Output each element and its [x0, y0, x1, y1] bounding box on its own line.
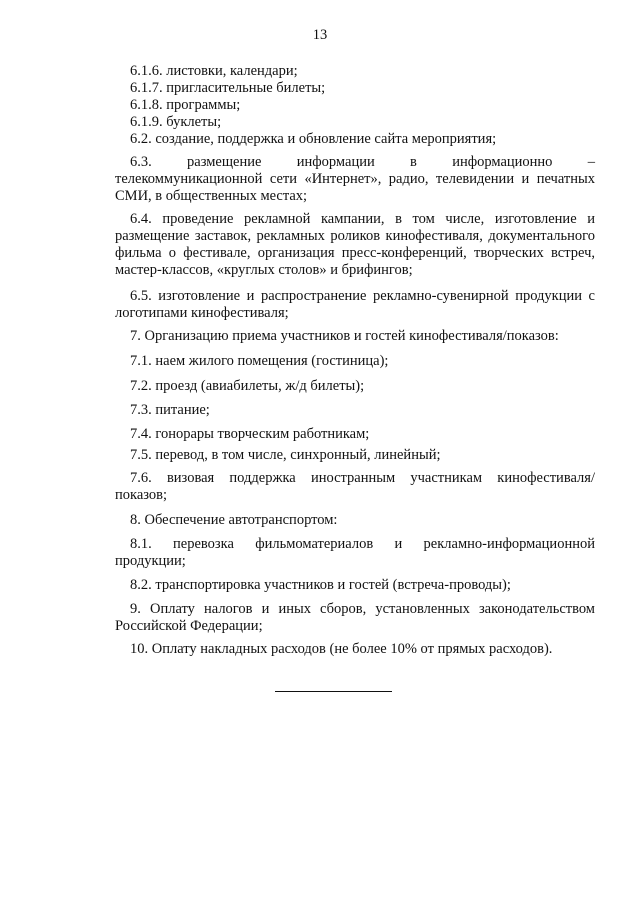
item-6-1-8: 6.1.8. программы; [130, 97, 241, 113]
item-6-1-7: 6.1.7. пригласительные билеты; [130, 80, 326, 96]
item-7-6-word: 7.6. [130, 470, 152, 486]
item-7-6-word: иностранным [310, 470, 396, 486]
item-6-1-9: 6.1.9. буклеты; [130, 114, 222, 130]
item-7-6-word: поддержка [229, 470, 296, 486]
item-6-2: 6.2. создание, поддержка и обновление сайта мероприятия; [130, 131, 497, 147]
item-6-3-rest: телекоммуникационной сети «Интернет», радио, телевидении и печатных СМИ, в общественных местах; [115, 171, 595, 204]
item-8: 8. Обеспечение автотранспортом: [130, 512, 338, 528]
item-8-2: 8.2. транспортировка участников и гостей (встреча-проводы); [130, 577, 511, 593]
page-number: 13 [312, 27, 328, 43]
item-7-2: 7.2. проезд (авиабилеты, ж/д билеты); [130, 378, 365, 394]
item-8-1-rest: продукции; [115, 553, 186, 569]
item-8-1-word: 8.1. [130, 536, 152, 552]
item-7-6-word: кинофестиваля/ [497, 470, 595, 486]
item-6-3-word: – [587, 154, 595, 170]
item-6-1-6: 6.1.6. листовки, календари; [130, 63, 298, 79]
item-6-3-word: размещение [187, 154, 262, 170]
item-8-1-word: фильмоматериалов [255, 536, 374, 552]
item-7-3: 7.3. питание; [130, 402, 210, 418]
item-10: 10. Оплату накладных расходов (не более 10% от прямых расходов). [130, 641, 553, 657]
item-6-3-word: в [410, 154, 417, 170]
item-8-1-first-line [115, 536, 595, 553]
item-7-6-rest: показов; [115, 487, 168, 503]
item-6-3-word: 6.3. [130, 154, 152, 170]
item-7-5: 7.5. перевод, в том числе, синхронный, линейный; [130, 447, 441, 463]
item-8-1-word: перевозка [173, 536, 234, 552]
item-7-6-word: участникам [410, 470, 483, 486]
separator-line [275, 691, 392, 692]
item-7-4: 7.4. гонорары творческим работникам; [130, 426, 370, 442]
item-9: 9. Оплату налогов и иных сборов, установленных законодательством Российской Федерации; [115, 601, 595, 634]
item-6-3-first-line [115, 154, 595, 171]
item-6-3-word: информационно [452, 154, 553, 170]
item-8-1-word: рекламно-информационной [423, 536, 595, 552]
item-6-4: 6.4. проведение рекламной кампании, в том числе, изготовление и размещение заставок, рекламных роликов кинофестиваля, документального фильма о фестивале, организация пресс-конференций, творческих встреч, мастер-классов, «круглых столов» и брифингов; [115, 211, 595, 278]
item-6-5: 6.5. изготовление и распространение рекламно-сувенирной продукции с логотипами кинофестиваля; [115, 288, 595, 321]
item-7-1: 7.1. наем жилого помещения (гостиница); [130, 353, 389, 369]
item-7-6-word: визовая [166, 470, 215, 486]
item-6-3-word: информации [296, 154, 375, 170]
item-8-1-word: и [394, 536, 403, 552]
item-7: 7. Организацию приема участников и гостей кинофестиваля/показов: [130, 328, 559, 344]
item-7-6-first-line [115, 470, 595, 487]
